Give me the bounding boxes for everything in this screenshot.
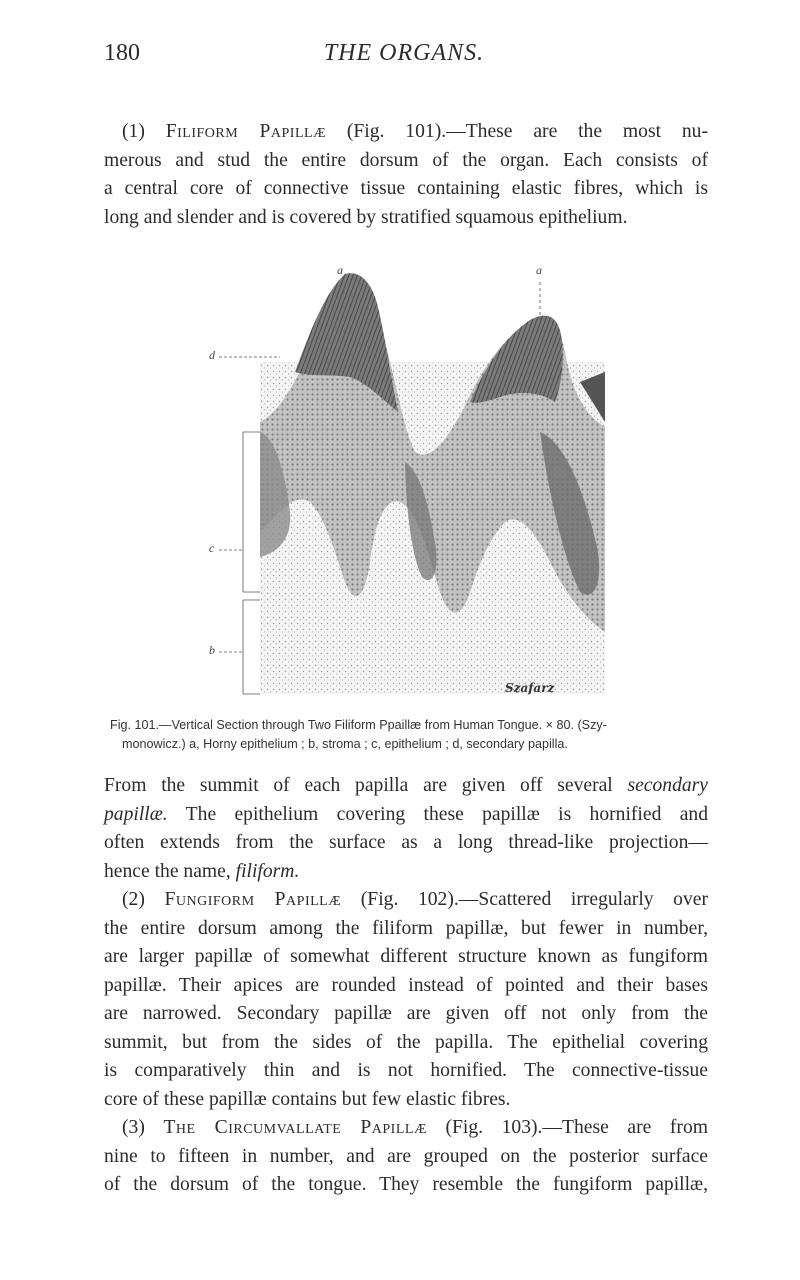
artist-signature: Szafarz: [505, 681, 555, 695]
text-line: papillæ. Their apices are rounded instead of pointed and their bases: [104, 974, 708, 996]
section-heading-circumvallate: The Circumvallate Papillæ: [163, 1117, 427, 1138]
paragraph-fungiform: [104, 886, 708, 1114]
text-line: are narrowed. Secondary papillæ are given off not only from the: [104, 1003, 708, 1024]
label-d: d: [209, 348, 215, 362]
text-line: merous and stud the entire dorsum of the organ. Each consists of: [104, 149, 708, 171]
text-line: core of these papillæ contains but few elastic fibres.: [104, 1088, 511, 1110]
text-line: (2) Fungiform Papillæ (Fig. 102).—Scattered irregularly over: [122, 889, 708, 910]
text-line: is comparatively thin and is not hornified. The connective-tissue: [104, 1060, 708, 1081]
text-line: From the summit of each papilla are given off several secondary: [104, 775, 708, 796]
caption-line: monowicz.) a, Horny epithelium ; b, stroma ; c, epithelium ; d, secondary papilla.: [122, 737, 568, 751]
caption-line: Fig. 101.—Vertical Section through Two Filiform Ppaillæ from Human Tongue. × 80. (Szy-: [110, 718, 607, 732]
text-line: summit, but from the sides of the papilla. The epithelial covering: [104, 1031, 708, 1053]
page-header: [104, 40, 704, 70]
text-line: often extends from the surface as a long thread-like projection—: [104, 832, 708, 853]
section-heading-fungiform: Fungiform Papillæ: [164, 889, 342, 910]
text-line: long and slender and is covered by stratified squamous epithelium.: [104, 206, 628, 228]
text-line: papillæ. The epithelium covering these papillæ is hornified and: [104, 803, 708, 825]
text-line: are larger papillæ of somewhat different structure known as fungiform: [104, 946, 708, 967]
figure-filiform-papillae: [200, 262, 640, 702]
text-line: the entire dorsum among the filiform papillæ, but fewer in number,: [104, 917, 708, 939]
label-c: c: [209, 541, 215, 555]
running-head: THE ORGANS.: [323, 40, 485, 66]
paragraph-circumvallate: [104, 1114, 708, 1200]
text-line: nine to fifteen in number, and are grouped on the posterior surface: [104, 1145, 708, 1167]
text-line: (3) The Circumvallate Papillæ (Fig. 103).—These are from: [122, 1117, 708, 1138]
label-b: b: [209, 643, 215, 657]
text-line: of the dorsum of the tongue. They resemble the fungiform papillæ,: [104, 1174, 708, 1195]
paragraph-secondary-papillae: [104, 772, 708, 886]
figure-caption: [104, 716, 708, 754]
section-heading-filiform: Filiform Papillæ: [165, 121, 327, 142]
paragraph-filiform: [104, 118, 708, 232]
horny-epithelium-right: [470, 316, 563, 403]
text-line: hence the name, filiform.: [104, 860, 300, 882]
page-number: 180: [104, 40, 140, 66]
text-line: a central core of connective tissue containing elastic fibres, which is: [104, 178, 708, 199]
text-line: (1) Filiform Papillæ (Fig. 101).—These are the most nu-: [122, 121, 708, 142]
label-a-right: a: [536, 263, 542, 277]
histology-illustration: [200, 262, 640, 702]
label-a-left: a: [337, 263, 343, 277]
